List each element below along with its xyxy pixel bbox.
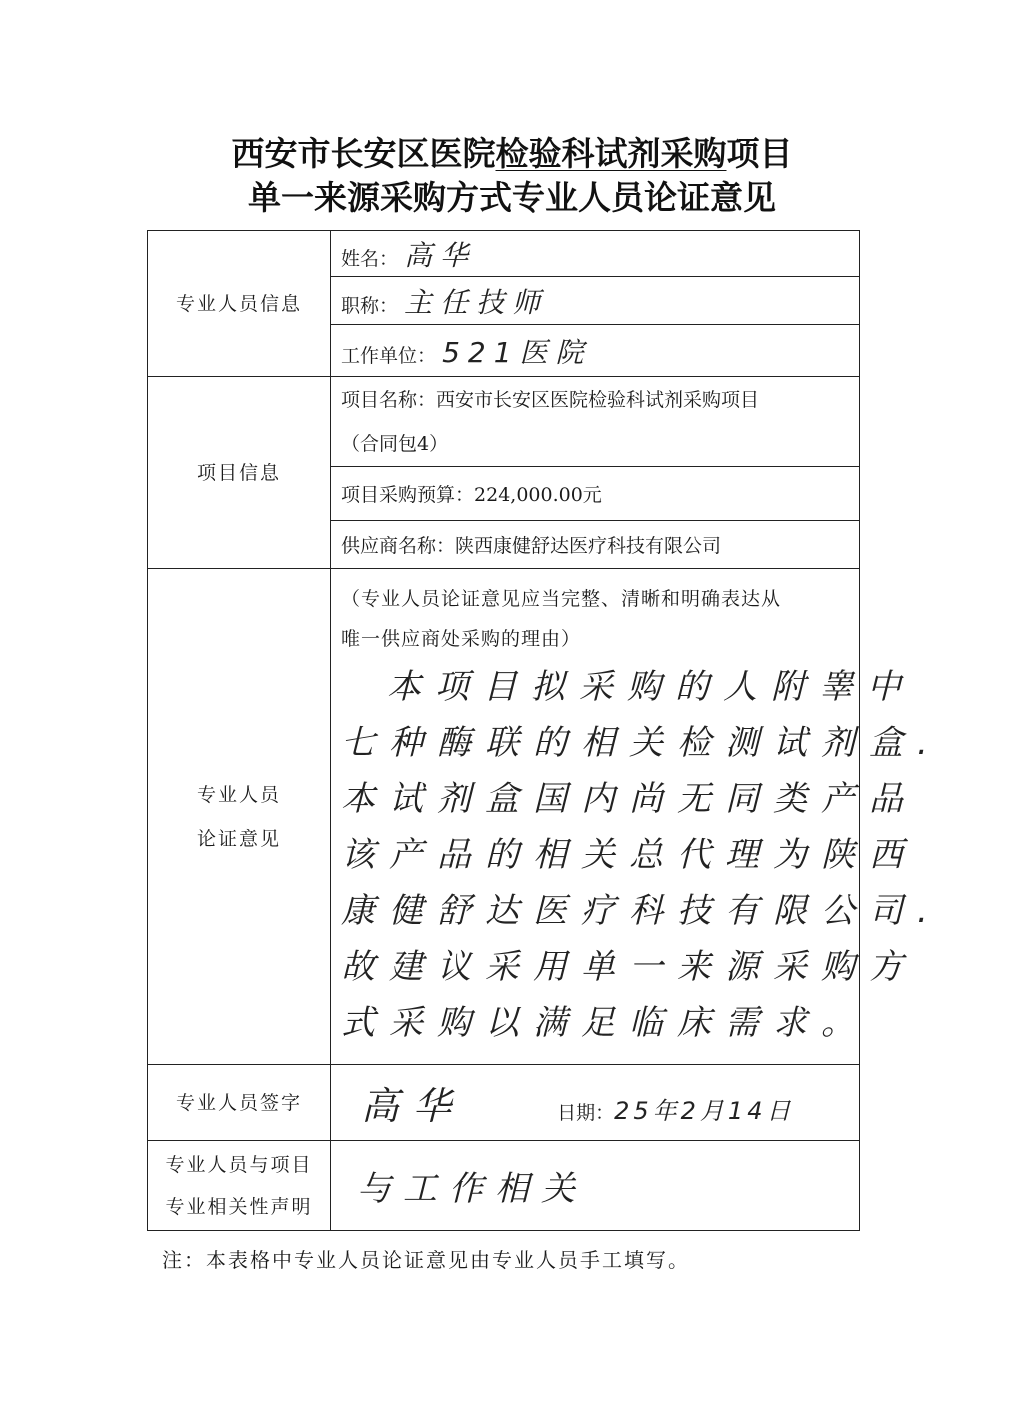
project-name-label: 项目名称： <box>341 388 437 411</box>
opinion-row <box>148 569 860 1065</box>
opinion-label-line2: 论证意见 <box>196 827 281 850</box>
relevance-label <box>148 1141 331 1231</box>
signature-handwritten: 高华 <box>361 1084 466 1128</box>
supplier-cell <box>331 521 860 569</box>
opinion-hint-line1: （专业人员论证意见应当完整、清晰和明确表达从 <box>341 588 782 610</box>
relevance-label-line2: 专业相关性声明 <box>165 1195 313 1218</box>
title-part-hospital: 西安市长安区医院 <box>231 134 496 173</box>
budget-value: 224,000.00元 <box>474 484 602 506</box>
opinion-handwritten-line: 故建议采用单一来源采购方 <box>341 947 917 987</box>
title-part-project: 项目 <box>726 134 793 173</box>
document-title-line2: 单一来源采购方式专业人员论证意见 <box>248 178 776 217</box>
project-name-row <box>148 377 860 467</box>
title-label: 职称： <box>341 294 399 317</box>
name-label: 姓名： <box>341 247 399 270</box>
signature-label: 专业人员签字 <box>148 1065 331 1141</box>
title-value: 主任技师 <box>404 285 549 319</box>
personnel-name-row <box>148 231 860 277</box>
relevance-row <box>148 1141 860 1231</box>
unit-value: 521医院 <box>442 335 592 369</box>
name-value: 高华 <box>404 238 477 272</box>
signature-cell <box>331 1065 860 1141</box>
opinion-handwritten-line: 本项目拟采购的人附睾中 <box>387 667 915 707</box>
signature-row <box>148 1065 860 1141</box>
budget-cell <box>331 467 860 521</box>
opinion-handwritten-line: 康健舒达医疗科技有限公司. <box>341 891 942 931</box>
relevance-cell <box>331 1141 860 1231</box>
supplier-label: 供应商名称： <box>341 535 456 557</box>
date-value: 25年2月14日 <box>614 1097 795 1125</box>
opinion-section-label <box>148 569 331 1065</box>
form-table <box>147 230 942 1231</box>
project-section-label: 项目信息 <box>148 377 331 569</box>
name-cell <box>331 231 860 277</box>
opinion-label-line1: 专业人员 <box>196 783 281 806</box>
opinion-hint-line2: 唯一供应商处采购的理由） <box>341 628 582 650</box>
personnel-section-label: 专业人员信息 <box>148 231 331 377</box>
project-name-line2: （合同包4） <box>341 432 449 455</box>
unit-label: 工作单位： <box>341 344 437 367</box>
opinion-cell <box>331 569 942 1065</box>
budget-label: 项目采购预算： <box>341 484 475 506</box>
opinion-handwritten-line: 式采购以满足临床需求。 <box>341 1003 869 1043</box>
supplier-value: 陕西康健舒达医疗科技有限公司 <box>455 535 722 557</box>
footnote: 注：本表格中专业人员论证意见由专业人员手工填写。 <box>162 1248 690 1272</box>
opinion-handwritten-line: 本试剂盒国内尚无同类产品 <box>341 779 917 819</box>
opinion-handwritten-line: 七种酶联的相关检测试剂盒. <box>341 723 942 763</box>
relevance-label-line1: 专业人员与项目 <box>165 1153 313 1176</box>
relevance-value: 与工作相关 <box>357 1169 587 1209</box>
date-label: 日期： <box>557 1102 615 1124</box>
document-title-line1 <box>0 128 1024 175</box>
unit-cell <box>331 325 860 377</box>
opinion-handwritten-text <box>341 659 942 1051</box>
project-name-value: 西安市长安区医院检验科试剂采购项目 <box>436 388 760 411</box>
project-name-cell <box>331 377 860 467</box>
title-cell <box>331 277 860 325</box>
opinion-handwritten-line: 该产品的相关总代理为陕西 <box>341 835 917 875</box>
opinion-hint <box>341 579 851 659</box>
title-part-department: 检验科试剂采购 <box>495 134 727 173</box>
